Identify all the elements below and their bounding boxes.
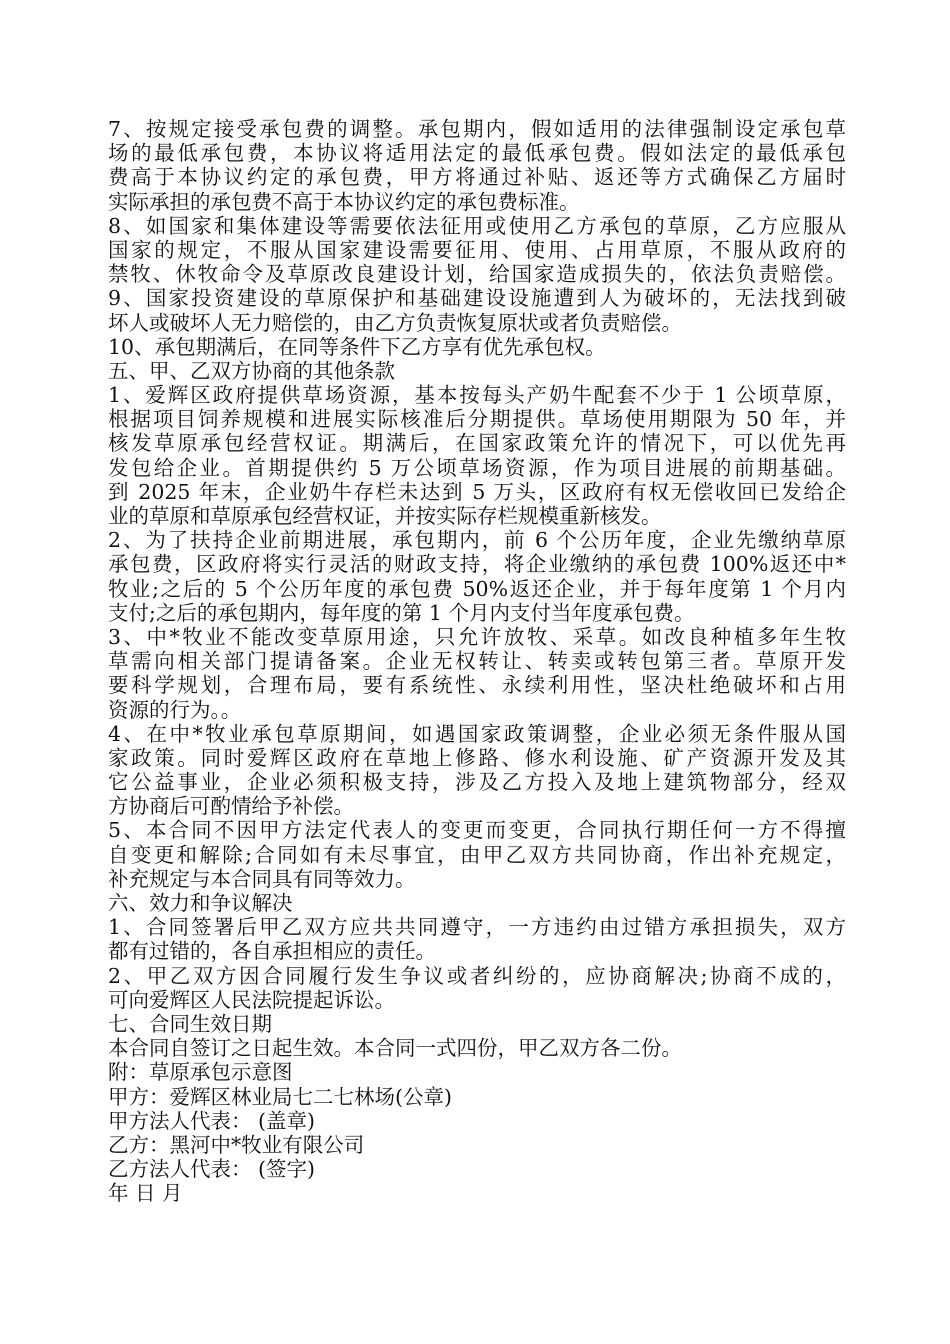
text-line: 1、爱辉区政府提供草场资源，基本按每头产奶牛配套不少于 1 公顷草原，: [108, 383, 846, 408]
text-line: 资源的行为。。: [108, 697, 242, 722]
text-line: 都有过错的，各自承担相应的责任。: [108, 939, 436, 964]
text-line: 本合同自签订之日起生效。本合同一式四份，甲乙双方各二份。: [108, 1036, 682, 1061]
document-body: [108, 117, 846, 1205]
text-line: 乙方法人代表： (签字): [108, 1157, 316, 1182]
text-line: 国家的规定，不服从国家建设需要征用、使用、占用草原，不服从政府的: [108, 237, 846, 262]
text-line: 乙方：黑河中*牧业有限公司: [108, 1132, 365, 1157]
text-line: 场的最低承包费，本协议将适用法定的最低承包费。假如法定的最低承包: [108, 141, 846, 166]
text-line: 七、合同生效日期: [108, 1011, 272, 1036]
text-line: 5、本合同不因甲方法定代表人的变更而变更，合同执行期任何一方不得擅: [108, 818, 846, 843]
text-line: 坏人或破坏人无力赔偿的，由乙方负责恢复原状或者负责赔偿。: [108, 310, 682, 335]
text-line: 4、在中*牧业承包草原期间，如遇国家政策调整，企业必须无条件服从国: [108, 721, 846, 746]
text-line: 根据项目饲养规模和进展实际核准后分期提供。草场使用期限为 50 年，并: [108, 407, 846, 432]
text-line: 核发草原承包经营权证。期满后，在国家政策允许的情况下，可以优先再: [108, 431, 846, 456]
text-line: 家政策。同时爱辉区政府在草地上修路、修水利设施、矿产资源开发及其: [108, 745, 846, 770]
text-line: 8、如国家和集体建设等需要依法征用或使用乙方承包的草原，乙方应服从: [108, 213, 846, 238]
text-line: 支付;之后的承包期内，每年度的第 1 个月内支付当年度承包费。: [108, 600, 695, 625]
text-line: 2、甲乙双方因合同履行发生争议或者纠纷的，应协商解决;协商不成的，: [108, 963, 846, 988]
text-line: 可向爱辉区人民法院提起诉讼。: [108, 987, 395, 1012]
text-line: 7、按规定接受承包费的调整。承包期内，假如适用的法律强制设定承包草: [108, 117, 846, 141]
text-line: 补充规定与本合同具有同等效力。: [108, 866, 416, 891]
text-line: 到 2025 年末，企业奶牛存栏未达到 5 万头，区政府有权无偿收回已发给企: [108, 479, 846, 504]
text-line: 实际承担的承包费不高于本协议约定的承包费标准。: [108, 189, 580, 214]
text-line: 牧业;之后的 5 个公历年度的承包费 50%返还企业，并于每年度第 1 个月内: [108, 576, 846, 601]
text-line: 1、合同签署后甲乙双方应共共同遵守，一方违约由过错方承担损失，双方: [108, 915, 846, 940]
text-line: 自变更和解除;合同如有未尽事宜，由甲乙双方共同协商，作出补充规定，: [108, 842, 846, 867]
text-line: 发包给企业。首期提供约 5 万公顷草场资源，作为项目进展的前期基础。: [108, 455, 846, 480]
text-line: 甲方法人代表： (盖章): [108, 1108, 316, 1133]
text-line: 2、为了扶持企业前期进展，承包期内，前 6 个公历年度，企业先缴纳草原: [108, 528, 846, 553]
text-line: 草需向相关部门提请备案。企业无权转让、转卖或转包第三者。草原开发: [108, 649, 846, 674]
text-line: 承包费，区政府将实行灵活的财政支持，将企业缴纳的承包费 100%返还中*: [108, 552, 846, 577]
text-line: 甲方：爱辉区林业局七二七林场(公章): [108, 1084, 452, 1109]
text-line: 禁牧、休牧命令及草原改良建设计划，给国家造成损失的，依法负责赔偿。: [108, 262, 846, 287]
text-line: 附：草原承包示意图: [108, 1060, 293, 1085]
text-line: 六、效力和争议解决: [108, 891, 293, 915]
text-line: 9、国家投资建设的草原保护和基础建设设施遭到人为破坏的，无法找到破: [108, 286, 846, 311]
text-line: 10、承包期满后，在同等条件下乙方享有优先承包权。: [108, 334, 606, 359]
text-line: 业的草原和草原承包经营权证，并按实际存栏规模重新核发。: [108, 504, 662, 528]
text-line: 要科学规划，合理布局，要有系统性、永续利用性，坚决杜绝破坏和占用: [108, 673, 846, 698]
text-line: 方协商后可酌情给予补偿。: [108, 794, 354, 819]
text-line: 五、甲、乙双方协商的其他条款: [108, 358, 395, 383]
text-line: 费高于本协议约定的承包费，甲方将通过补贴、返还等方式确保乙方届时: [108, 165, 846, 190]
text-line: 它公益事业，企业必须积极支持，涉及乙方投入及地上建筑物部分，经双: [108, 770, 846, 795]
text-line: 3、中*牧业不能改变草原用途，只允许放牧、采草。如改良种植多年生牧: [108, 624, 846, 649]
text-line: 年 日 月: [108, 1181, 183, 1206]
